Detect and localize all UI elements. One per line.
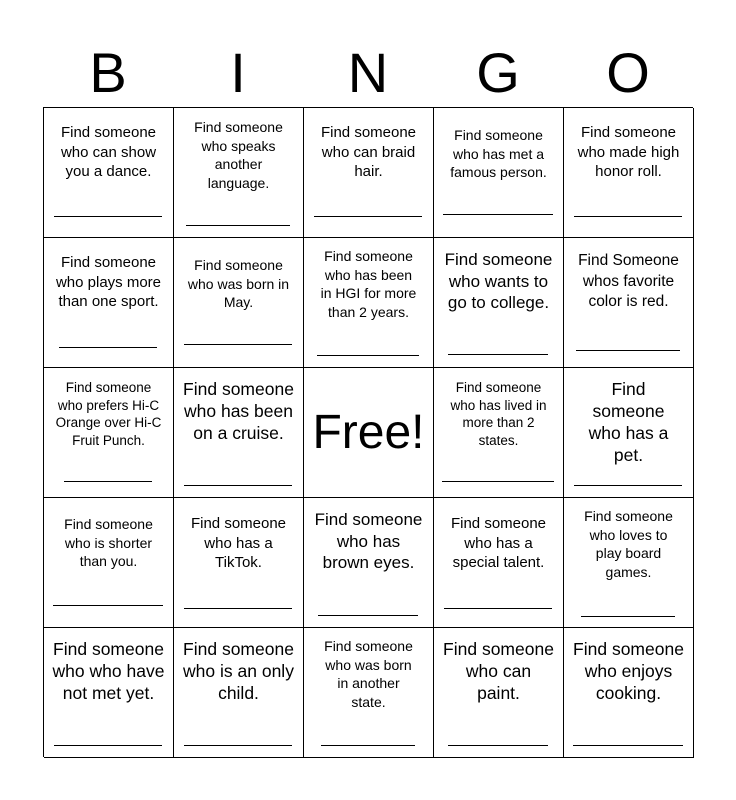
cell-prompt: Find someone who made high honor roll. [577,124,680,180]
cell-prompt: Find someone who can show you a dance. [60,124,157,180]
cell-prompt: Find someone who speaks another language. [194,119,283,191]
cell-prompt: Find someone who who have not met yet. [52,639,165,703]
cell-prompt: Find someone who is shorter than you. [64,516,153,569]
signature-line [444,608,552,609]
free-space-label: Free! [312,406,425,459]
cell-prompt: Find someone who has been in HGI for more than 2 years. [320,248,417,320]
cell-prompt: Find someone who has a special talent. [450,515,547,571]
cell-prompt: Find someone who has met a famous person. [450,127,547,180]
bingo-cell[interactable] [304,628,434,758]
signature-line [573,745,683,746]
cell-prompt: Find someone who loves to play board games. [584,508,673,580]
cell-prompt: Find someone who was born in another state. [324,638,413,710]
bingo-cell[interactable] [434,108,564,238]
bingo-cell[interactable] [434,498,564,628]
header-letter-i: I [230,41,246,104]
cell-prompt: Find someone who has been on a cruise. [183,379,294,443]
signature-line [448,745,548,746]
signature-line [64,481,152,482]
signature-line [317,355,419,356]
bingo-cell selected-cell[interactable] [564,368,694,498]
cell-prompt: Find someone who has a pet. [588,379,669,465]
bingo-cell[interactable] [174,368,304,498]
bingo-cell[interactable] [434,368,564,498]
bingo-cell[interactable] [174,238,304,368]
signature-line [318,615,418,616]
bingo-cell-free[interactable] [304,368,434,498]
bingo-cell[interactable] [304,498,434,628]
cell-prompt: Find someone who has a TikTok. [190,515,287,571]
cell-prompt: Find someone who was born in May. [187,257,290,310]
signature-line [53,605,163,606]
cell-prompt: Find someone who can paint. [443,639,554,703]
bingo-cell[interactable] [564,108,694,238]
bingo-grid [43,107,693,757]
header-letter-n: N [347,41,389,104]
bingo-cell[interactable] [44,108,174,238]
cell-prompt: Find someone who wants to go to college. [444,250,553,312]
signature-line [184,344,292,345]
signature-line [443,214,553,215]
cell-prompt: Find someone who can braid hair. [320,124,417,180]
bingo-cell[interactable] [44,368,174,498]
bingo-cell[interactable] [174,628,304,758]
cell-prompt: Find someone who enjoys cooking. [573,639,684,703]
bingo-cell[interactable] [44,238,174,368]
signature-line [442,481,554,482]
bingo-cell[interactable] [174,498,304,628]
signature-line [321,745,415,746]
bingo-cell[interactable] [174,108,304,238]
header-letter-b: B [89,41,127,104]
signature-line [314,216,422,217]
cell-prompt: Find someone who has brown eyes. [314,510,423,572]
header-letter-g: G [476,41,520,104]
bingo-header [43,38,693,108]
cell-prompt: Find someone who has lived in more than 2 states. [450,380,547,448]
bingo-cell[interactable] [44,628,174,758]
cell-prompt: Find someone who plays more than one sport. [55,254,162,310]
bingo-cell[interactable] [564,238,694,368]
signature-line [574,485,682,486]
bingo-cell[interactable] [564,498,694,628]
bingo-cell[interactable] [44,498,174,628]
signature-line [54,745,162,746]
bingo-cell[interactable] [564,628,694,758]
signature-line [184,608,292,609]
bingo-cell[interactable] [434,628,564,758]
cell-prompt: Find someone who prefers Hi-C Orange over Hi-C Fruit Punch. [55,380,162,448]
signature-line [574,216,682,217]
bingo-cell[interactable] [434,238,564,368]
signature-line [448,354,548,355]
bingo-cell[interactable] [304,238,434,368]
cell-prompt: Find Someone whos favorite color is red. [578,252,679,310]
header-letter-o: O [606,41,650,104]
bingo-cell[interactable] [304,108,434,238]
signature-line [576,350,680,351]
signature-line [59,347,157,348]
signature-line [581,616,675,617]
signature-line [54,216,162,217]
signature-line [186,225,290,226]
cell-prompt: Find someone who is an only child. [183,639,294,703]
signature-line [184,745,292,746]
signature-line [184,485,292,486]
